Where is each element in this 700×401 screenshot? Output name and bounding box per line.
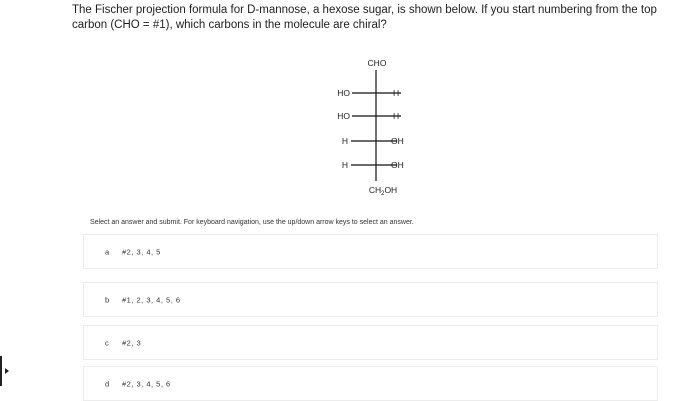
option-letter: d: [105, 379, 110, 388]
answer-option-b[interactable]: [83, 282, 658, 317]
answer-option-d[interactable]: [83, 366, 658, 401]
fischer-row-4-left: H: [341, 160, 348, 170]
fischer-row-2-right: H: [393, 111, 400, 121]
option-text: #2, 3, 4, 5: [122, 247, 161, 256]
caret-right-icon: [5, 368, 9, 374]
fischer-bottom-group: $CH_2OH$: [368, 185, 398, 197]
option-text: #1, 2, 3, 4, 5, 6: [122, 295, 181, 304]
option-letter: b: [105, 295, 110, 304]
option-text: #2, 3, 4, 5, 6: [122, 379, 171, 388]
fischer-row-2-left: HO: [337, 111, 350, 121]
answer-option-a[interactable]: [83, 234, 658, 269]
fischer-row-1-right: H: [393, 88, 400, 98]
fischer-row-4-right: OH: [391, 160, 404, 170]
answer-option-c[interactable]: [83, 325, 658, 360]
option-letter: a: [105, 247, 110, 256]
question-text: The Fischer projection formula for D-mannose, a hexose sugar, is shown below. If you start numbering from the top carbon (CHO = #1), which carbons in the molecule are chiral?: [72, 4, 657, 31]
instruction-text: Select an answer and submit. For keyboard navigation, use the up/down arrow keys to select an answer.: [90, 219, 414, 226]
fischer-row-1-left: HO: [337, 88, 350, 98]
left-edge-bar: [0, 356, 2, 386]
fischer-row-3-right: OH: [391, 136, 404, 146]
option-text: #2, 3: [122, 338, 142, 347]
fischer-row-3-left: H: [341, 136, 348, 146]
fischer-top-group: CHO: [367, 58, 387, 68]
option-letter: c: [105, 338, 109, 347]
